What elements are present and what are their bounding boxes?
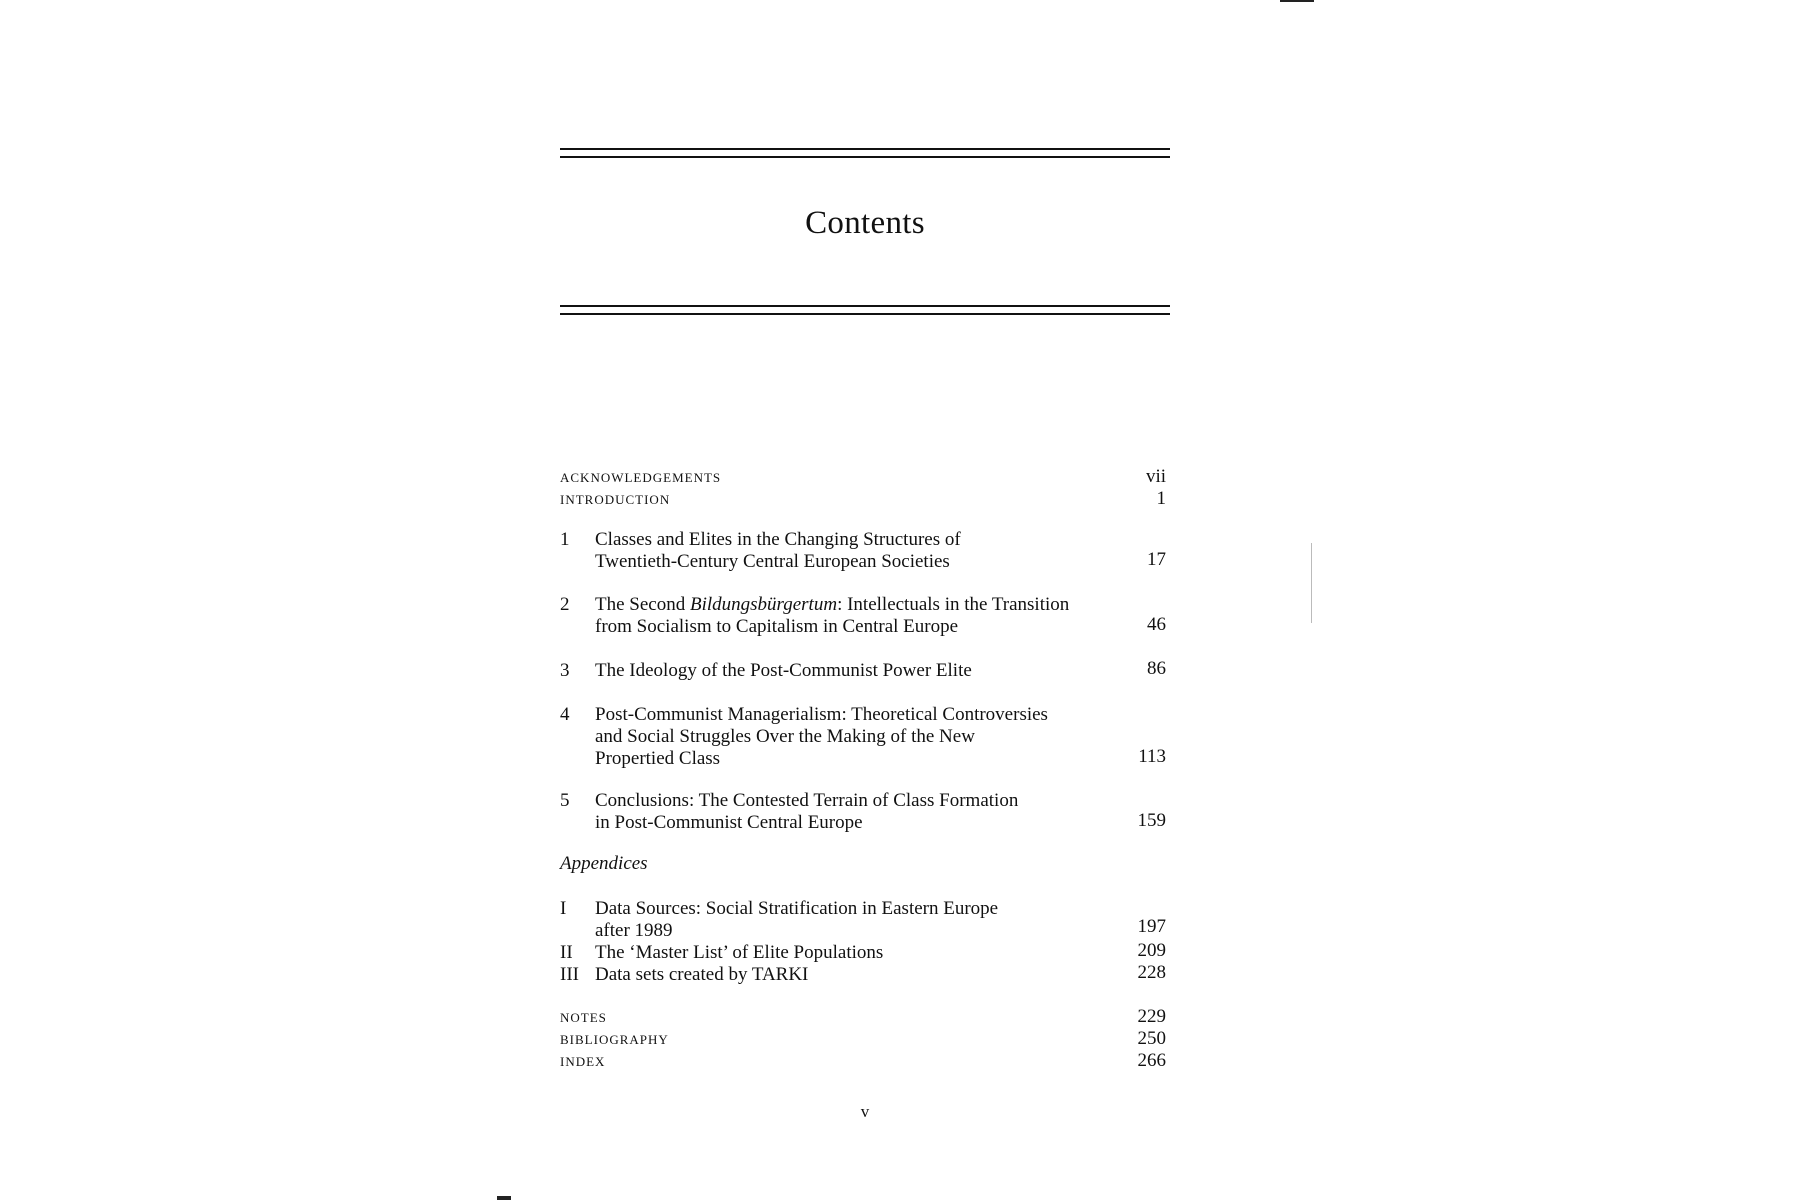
chapter-title bbox=[595, 704, 1105, 770]
chapter-number: 2 bbox=[560, 594, 570, 615]
chapter-title-line: The Ideology of the Post-Communist Power Elite bbox=[595, 660, 972, 681]
scan-artifact-top bbox=[1280, 0, 1314, 2]
chapter-title-line: in Post-Communist Central Europe bbox=[595, 812, 863, 833]
chapter-title-line: Conclusions: The Contested Terrain of Class Formation bbox=[595, 790, 1019, 811]
toc-label: ACKNOWLEDGEMENTS bbox=[560, 470, 722, 485]
appendix-title bbox=[595, 898, 1105, 942]
appendix-page-number: 197 bbox=[1137, 916, 1166, 937]
scan-artifact-corner bbox=[497, 1196, 511, 1200]
toc-page-number: 266 bbox=[1137, 1050, 1166, 1071]
scan-artifact-side bbox=[1311, 543, 1312, 623]
appendix-title bbox=[595, 964, 1105, 986]
chapter-page-number: 17 bbox=[1147, 549, 1166, 570]
chapter-title-line: Propertied Class bbox=[595, 748, 721, 769]
chapter-title bbox=[595, 660, 1105, 682]
toc-label: INDEX bbox=[560, 1054, 606, 1069]
italic-term: Bildungsbürgertum bbox=[689, 594, 838, 615]
chapter-number: 4 bbox=[560, 704, 570, 725]
appendix-number: III bbox=[560, 964, 579, 985]
toc-page-number: vii bbox=[1145, 466, 1166, 487]
chapter-title-line: from Socialism to Capitalism in Central Europe bbox=[595, 616, 959, 637]
appendices-heading: Appendices bbox=[560, 853, 648, 874]
chapter-page-number: 86 bbox=[1147, 658, 1166, 679]
appendix-number: II bbox=[560, 942, 573, 963]
toc-page-number: 229 bbox=[1137, 1006, 1166, 1027]
chapter-number: 1 bbox=[560, 529, 570, 550]
chapter-title-line: The Second Bildungsbürgertum: Intellectuals in the Transition bbox=[595, 594, 1070, 615]
bottom-double-rule bbox=[560, 305, 1170, 315]
appendix-title-line: The ‘Master List’ of Elite Populations bbox=[595, 942, 884, 963]
toc-page-number: 250 bbox=[1137, 1028, 1166, 1049]
appendix-title-line: Data Sources: Social Stratification in Eastern Europe bbox=[595, 898, 999, 919]
chapter-page-number: 46 bbox=[1147, 614, 1166, 635]
chapter-title-line: and Social Struggles Over the Making of the New bbox=[595, 726, 975, 747]
toc-page-number: 1 bbox=[1156, 488, 1166, 509]
chapter-title bbox=[595, 529, 1105, 573]
chapter-number: 3 bbox=[560, 660, 570, 681]
appendix-number: I bbox=[560, 898, 567, 919]
chapter-page-number: 159 bbox=[1137, 810, 1166, 831]
chapter-page-number: 113 bbox=[1138, 746, 1166, 767]
chapter-title bbox=[595, 790, 1105, 834]
toc-label: NOTES bbox=[560, 1010, 607, 1025]
contents-page bbox=[560, 0, 1170, 1200]
page-title: Contents bbox=[805, 205, 925, 241]
chapter-title-line: Twentieth-Century Central European Societies bbox=[595, 551, 950, 572]
chapter-title-line: Post-Communist Managerialism: Theoretical Controversies bbox=[595, 704, 1048, 725]
toc-label: INTRODUCTION bbox=[560, 492, 671, 507]
appendix-page-number: 209 bbox=[1137, 940, 1166, 961]
appendix-title-line: after 1989 bbox=[595, 920, 673, 941]
chapter-title-line: Classes and Elites in the Changing Structures of bbox=[595, 529, 961, 550]
appendix-title-line: Data sets created by TARKI bbox=[595, 964, 809, 985]
top-double-rule bbox=[560, 148, 1170, 158]
chapter-number: 5 bbox=[560, 790, 570, 811]
appendix-page-number: 228 bbox=[1137, 962, 1166, 983]
page-folio: v bbox=[860, 1102, 870, 1121]
chapter-title bbox=[595, 594, 1105, 638]
toc-label: BIBLIOGRAPHY bbox=[560, 1032, 669, 1047]
appendix-title bbox=[595, 942, 1105, 964]
